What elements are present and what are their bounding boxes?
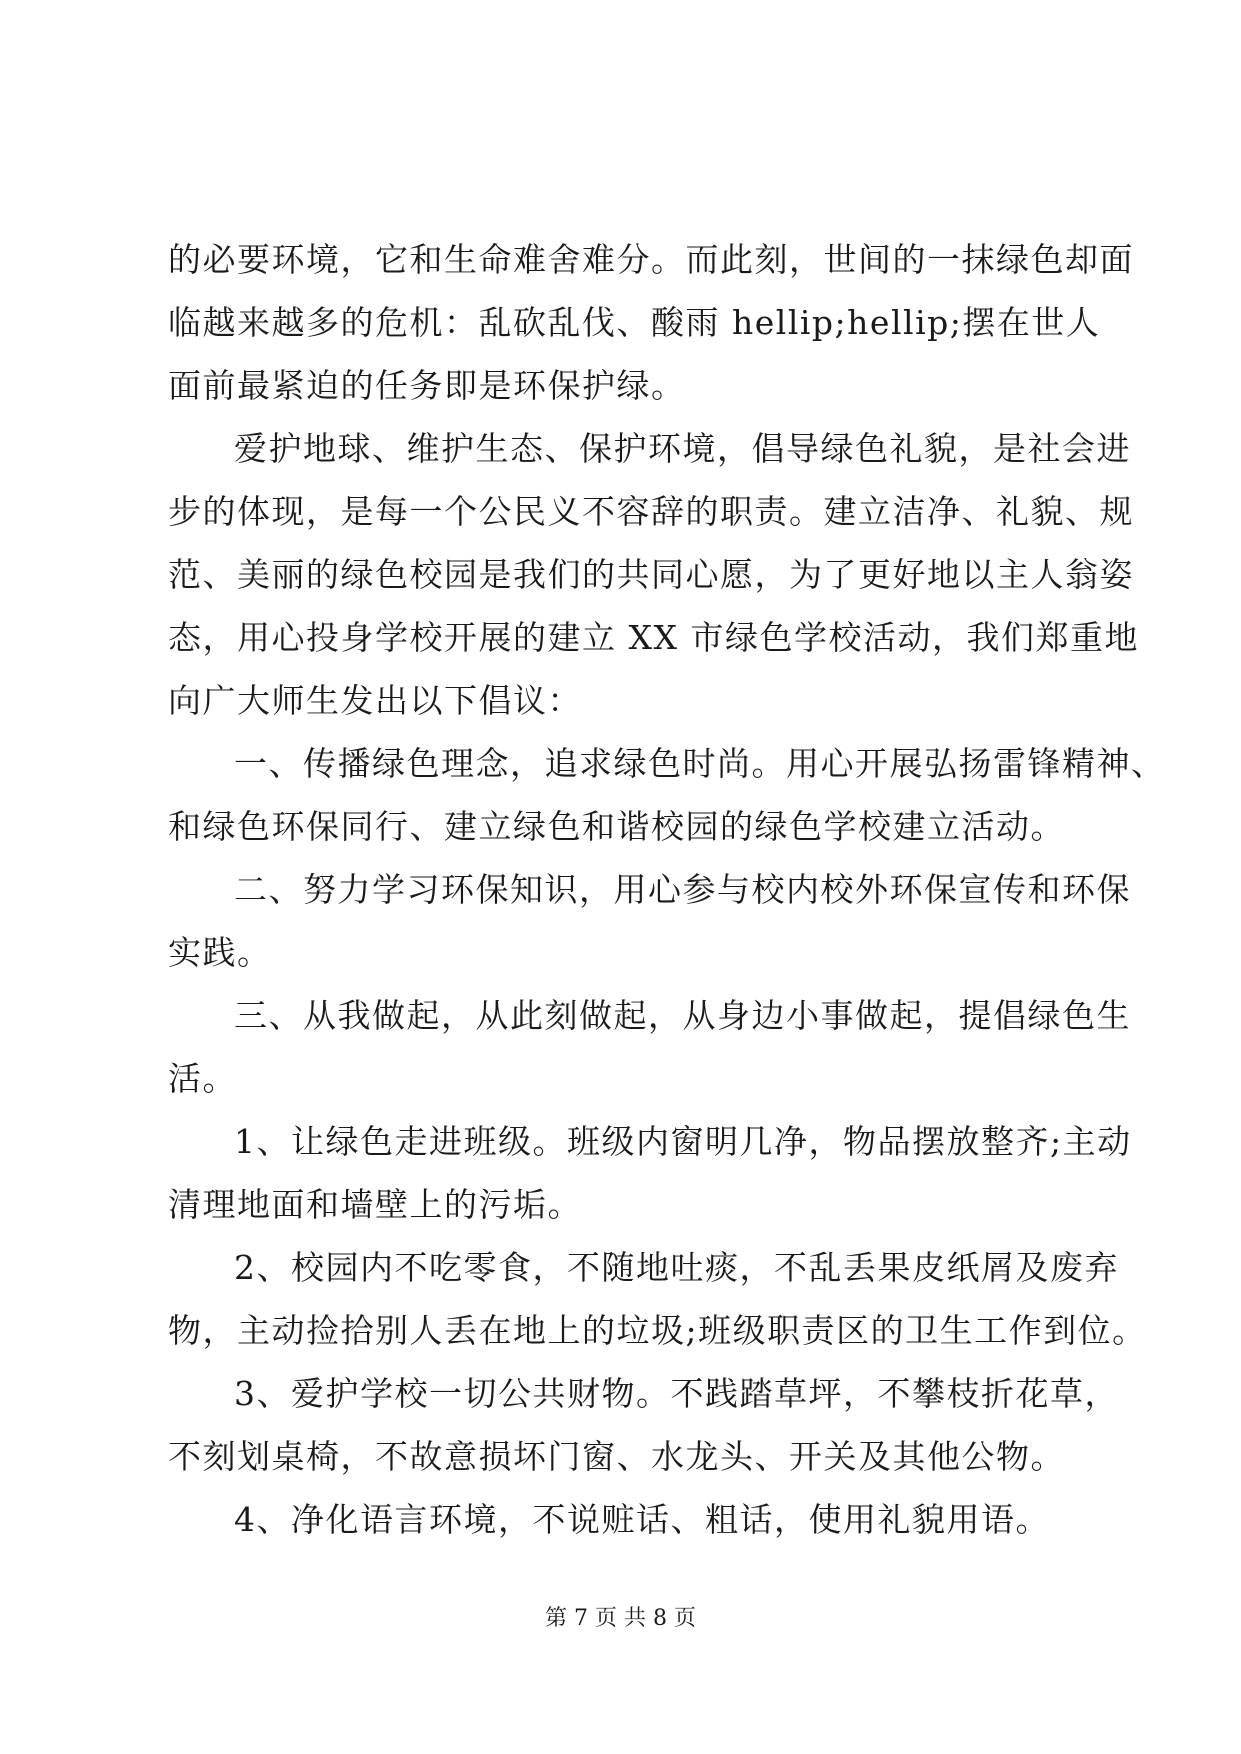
text-line: 二、努力学习环保知识，用心参与校内校外环保宣传和环保: [234, 870, 1131, 909]
text-line: 范、美丽的绿色校园是我们的共同心愿，为了更好地以主人翁姿: [168, 555, 1134, 594]
paragraph: [168, 417, 1139, 732]
text-line: 3、爱护学校一切公共财物。不践踏草坪，不攀枝折花草，: [234, 1374, 1119, 1413]
page-number-label: 第 7 页 共 8 页: [545, 1606, 696, 1631]
text-line: 爱护地球、维护生态、保护环境，倡导绿色礼貌，是社会进: [234, 429, 1131, 468]
paragraph: [168, 1236, 1147, 1362]
text-line: 活。: [168, 1059, 237, 1098]
text-line: 三、从我做起，从此刻做起，从身边小事做起，提倡绿色生: [234, 996, 1131, 1035]
text-line: 态，用心投身学校开展的建立 XX 市绿色学校活动，我们郑重地: [168, 618, 1139, 657]
text-line: 1、让绿色走进班级。班级内窗明几净，物品摆放整齐;主动: [234, 1122, 1132, 1161]
text-line: 不刻划桌椅，不故意损坏门窗、水龙头、开关及其他公物。: [168, 1437, 1065, 1476]
document-body: [168, 228, 1166, 1551]
text-line: 物，主动捡拾别人丢在地上的垃圾;班级职责区的卫生工作到位。: [168, 1311, 1147, 1350]
text-line: 临越来越多的危机：乱砍乱伐、酸雨 hellip;hellip;摆在世人: [168, 303, 1101, 342]
text-line: 和绿色环保同行、建立绿色和谐校园的绿色学校建立活动。: [168, 807, 1065, 846]
paragraph: [168, 984, 1131, 1110]
paragraph: [168, 1362, 1119, 1488]
paragraph: [168, 732, 1166, 858]
paragraph: [168, 1110, 1132, 1236]
text-line: 一、传播绿色理念，追求绿色时尚。用心开展弘扬雷锋精神、: [234, 744, 1166, 783]
text-line: 清理地面和墙壁上的污垢。: [168, 1185, 582, 1224]
text-line: 实践。: [168, 933, 272, 972]
paragraph: [168, 1488, 1088, 1551]
page-footer: [0, 1604, 1241, 1634]
text-line: 面前最紧迫的任务即是环保护绿。: [168, 366, 686, 405]
paragraph: [168, 858, 1131, 984]
text-line: 步的体现，是每一个公民义不容辞的职责。建立洁净、礼貌、规: [168, 492, 1134, 531]
paragraph: [168, 228, 1134, 417]
text-line: 的必要环境，它和生命难舍难分。而此刻，世间的一抹绿色却面: [168, 240, 1134, 279]
text-line: 向广大师生发出以下倡议：: [168, 681, 582, 720]
text-line: 2、校园内不吃零食，不随地吐痰，不乱丢果皮纸屑及废弃: [234, 1248, 1119, 1287]
text-line: 4、净化语言环境，不说赃话、粗话，使用礼貌用语。: [234, 1500, 1050, 1539]
